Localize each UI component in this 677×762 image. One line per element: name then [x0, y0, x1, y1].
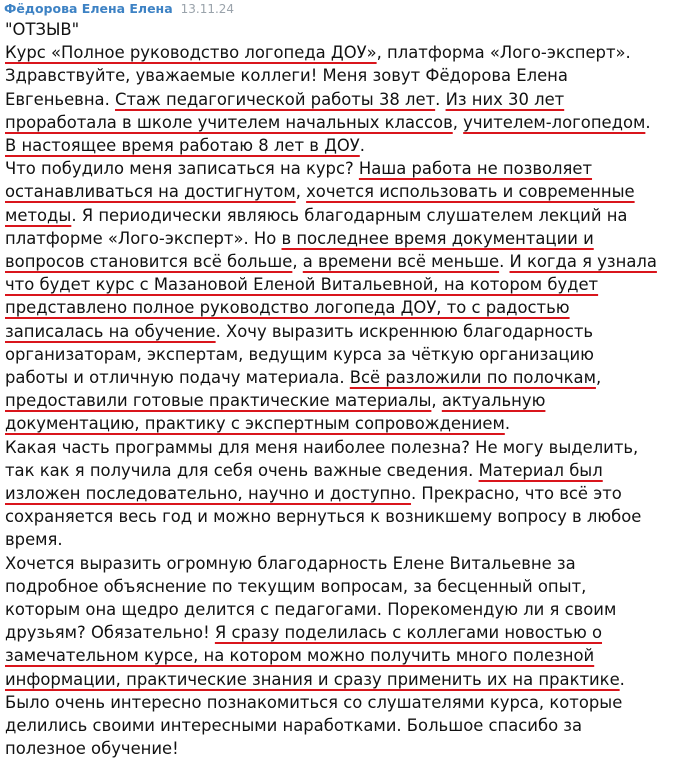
text-line [5, 157, 592, 181]
underlined-phrase: останавливаться на достигнутом [5, 182, 296, 202]
underlined-phrase: представлено полное руководство логопеда ДОУ, то с радостью [5, 298, 570, 318]
text-line [5, 227, 594, 251]
text-segment: так как я получила для себя очень важные сведения. [5, 460, 479, 480]
message-date: 13.11.24 [180, 2, 235, 16]
text-line [5, 412, 510, 436]
underlined-phrase: предоставили готовые практические материалы [5, 391, 432, 411]
text-segment: . [619, 669, 625, 689]
underlined-phrase: замечательном курсе, на котором можно получить много полезной [5, 646, 595, 666]
underlined-phrase: И когда я узнала [509, 252, 657, 271]
text-line [5, 598, 616, 622]
underlined-phrase: вопросов становится всё больше [5, 252, 293, 271]
underlined-phrase: информации, практические знания и сразу применить их на практике [5, 669, 620, 689]
text-segment: платформе «Лого-эксперт». Но [5, 228, 282, 248]
text-line [5, 621, 602, 645]
text-line [5, 459, 603, 483]
text-line [5, 41, 631, 65]
underlined-phrase: В настоящее время работаю 8 лет в ДОУ [5, 136, 360, 155]
text-line [5, 505, 641, 529]
text-segment: друзьям? Обязательно! [5, 623, 215, 643]
text-line [5, 644, 594, 668]
text-segment: . Я периодически являюсь благодарным слушателем лекций на [71, 205, 628, 225]
underlined-phrase: Курс «Полное руководство логопеда ДОУ» [5, 43, 377, 63]
text-segment: Было очень интересно познакомиться со слушателями курса, которые [5, 692, 623, 712]
text-line [5, 250, 657, 274]
text-segment: . [359, 136, 365, 155]
underlined-phrase: Стаж педагогической работы 38 лет [115, 89, 436, 109]
text-segment: . Хочу выразить искреннюю благодарность [215, 321, 594, 341]
text-segment: , [292, 252, 303, 271]
underlined-phrase: в последнее время документации и [281, 228, 594, 248]
text-segment: , платформа «Лого-эксперт». [376, 43, 631, 63]
text-line [5, 134, 365, 158]
text-segment: Какая часть программы для меня наиболее полезна? Не могу выделить, [5, 437, 639, 457]
text-segment: подробное объяснение по текущим вопросам, за бесценный опыт, [5, 576, 587, 596]
text-line [5, 296, 570, 320]
underlined-phrase: что будет курс с Мазановой Еленой Витальевной, на котором будет [5, 275, 599, 295]
text-segment: "ОТЗЫВ" [5, 20, 80, 39]
underlined-phrase: Всё разложили по полочкам [349, 368, 596, 387]
underlined-phrase: хочется использовать и современные [306, 182, 635, 202]
text-segment: которым она щедро делится с педагогами. Порекомендую ли я своим [5, 600, 617, 619]
text-line [5, 389, 545, 413]
underlined-phrase: Из них 30 лет [445, 89, 565, 109]
text-segment: Здравствуйте, уважаемые коллеги! Меня зовут Фёдорова Елена [5, 66, 568, 86]
text-segment: Что побудило меня записаться на курс? [5, 159, 359, 179]
underlined-phrase: записалась на обучение [5, 321, 216, 341]
text-line [5, 691, 622, 715]
text-segment: делились своими интересными наработками. Большое спасибо за [5, 716, 583, 735]
text-line [5, 737, 179, 761]
underlined-phrase: учителем-логопедом [463, 112, 646, 132]
underlined-phrase: Наша работа не позволяет [358, 159, 593, 179]
text-segment: , [595, 368, 602, 387]
text-line [5, 273, 598, 297]
text-line [5, 436, 638, 460]
text-line [5, 668, 625, 692]
text-line [5, 88, 564, 112]
text-segment: сохраняется весь год и можно вернуться к возникшему вопросу в любое [5, 507, 642, 527]
underlined-phrase: методы [5, 205, 72, 225]
text-segment: . Прекрасно, что всё это [411, 484, 622, 503]
text-line [5, 18, 79, 42]
text-line [5, 320, 593, 344]
message-header [4, 1, 234, 17]
underlined-phrase: а времени всё меньше [302, 252, 500, 271]
text-line [5, 111, 651, 135]
text-segment: . [435, 89, 446, 109]
author-name[interactable]: Фёдорова Елена Елена [4, 1, 173, 16]
text-segment: полезное обучение! [5, 739, 179, 759]
text-line [5, 204, 627, 228]
text-segment: время. [5, 530, 63, 550]
text-segment: , [431, 391, 442, 411]
underlined-phrase: актуальную [441, 391, 546, 411]
text-line [5, 482, 622, 506]
text-line [5, 343, 594, 367]
text-line [5, 64, 568, 88]
text-segment: . [499, 252, 510, 271]
underlined-phrase: проработала в школе учителем начальных классов [5, 112, 453, 132]
text-segment: организаторам, экспертам, ведущим курса за чёткую организацию [5, 344, 594, 364]
text-segment: , [452, 112, 464, 132]
text-line [5, 366, 601, 390]
underlined-phrase: документацию, практику с экспертным сопровождением [5, 414, 505, 434]
text-line [5, 552, 576, 576]
text-segment: Хочется выразить огромную благодарность Елене Витальевне за [5, 553, 576, 573]
text-line [5, 575, 586, 599]
text-segment: работы и отличную подачу материала. [5, 368, 350, 387]
text-segment: , [295, 182, 307, 202]
underlined-phrase: Я сразу поделилась с коллегами новостью о [214, 623, 603, 643]
text-line [5, 714, 582, 738]
text-line [5, 180, 635, 204]
text-segment: Евгеньевна. [5, 89, 116, 109]
text-segment: . [645, 112, 651, 132]
text-segment: . [504, 414, 511, 434]
text-line [5, 528, 63, 552]
underlined-phrase: изложен последовательно, научно и доступно [5, 484, 412, 503]
underlined-phrase: Материал был [478, 460, 603, 480]
